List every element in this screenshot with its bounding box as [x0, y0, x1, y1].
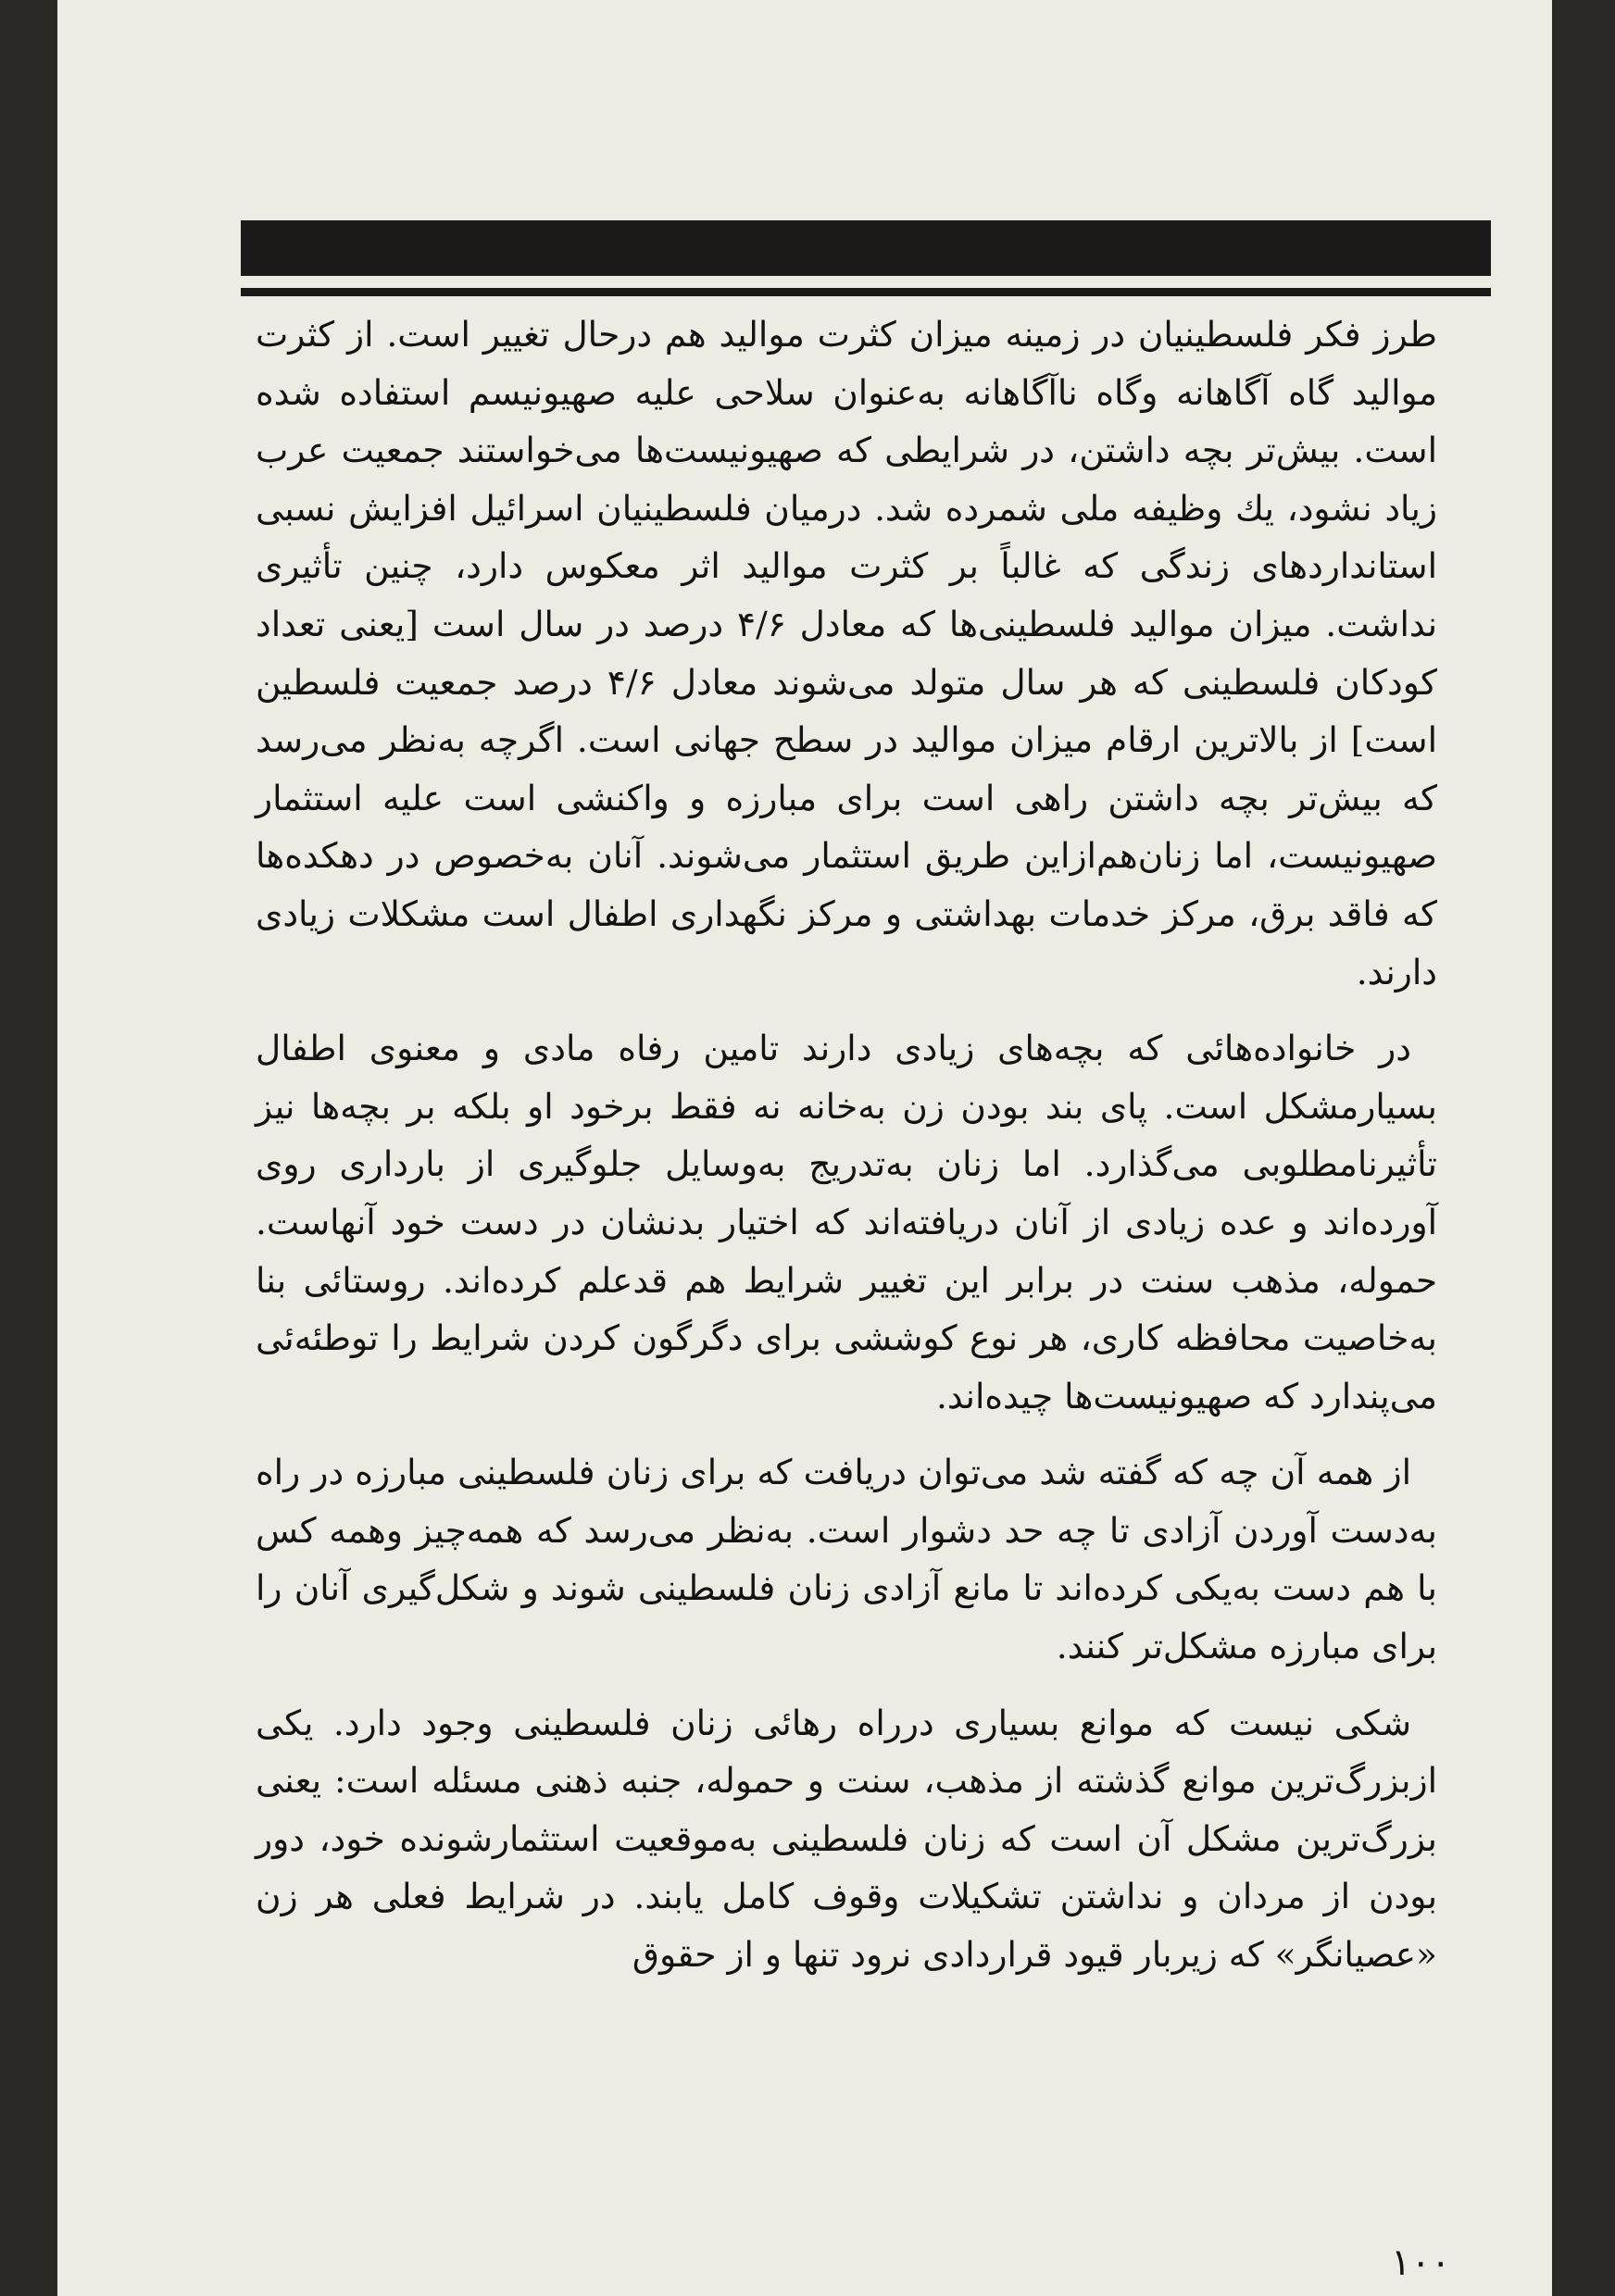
header-bar [241, 220, 1491, 276]
paragraph-2: در خانواده‌هائی که بچه‌های زیادی دارند تامین رفاه مادی و معنوی اطفال بسیارمشکل است. پای بند بودن زن به‌خانه نه فقط برخود او بلکه بر بچه‌ها نیز تأثیرنامطلوبی می‌گذارد. اما زنان به‌تدریج به‌وسایل جلوگیری از بارداری روی آورده‌اند و عده زیادی از آنان دریافته‌اند که اختیار بدنشان در دست خود آنهاست. حموله، مذهب سنت در برابر این تغییر شرایط هم قدعلم کرده‌اند. روستائی بنا به‌خاصیت محافظه کاری، هر نوع کوششی برای دگرگون کردن شرایط را توطئه‌ئی می‌پندارد که صهیونیست‌ها چیده‌اند. [256, 1028, 1437, 1416]
page-number: ۱۰۰ [1391, 2241, 1451, 2284]
header-rule [241, 288, 1491, 296]
paragraph-1: طرز فکر فلسطینیان در زمینه میزان کثرت موالید هم درحال تغییر است. از کثرت موالید گاه آگاهانه وگاه ناآگاهانه به‌عنوان سلاحی علیه صهیونیسم استفاده شده است. بیش‌تر بچه داشتن، در شرایطی که صهیونیست‌ها می‌خواستند جمعیت عرب زیاد نشود، یك وظیفه ملی شمرده شد. درمیان فلسطینیان اسرائیل افزایش نسبی استانداردهای زندگی که غالباً بر کثرت موالید اثر معکوس دارد، چنین تأثیری نداشت. میزان موالید فلسطینی‌ها که معادل ۴/۶ درصد در سال است [یعنی تعداد کودکان فلسطینی که هر سال متولد می‌شوند معادل ۴/۶ درصد جمعیت فلسطین است] از بالاترین ارقام میزان موالید در سطح جهانی است. اگرچه به‌نظر می‌رسد که بیش‌تر بچه داشتن راهی است برای مبارزه و واکنشی است علیه استثمار صهیونیست، اما زنان‌هم‌ازاین طریق استثمار می‌شوند. آنان به‌خصوص در دهکده‌ها که فاقد برق، مرکز خدمات بهداشتی و مرکز نگهداری اطفال است مشکلات زیادی دارند. [256, 314, 1438, 992]
paragraph-4: شکی نیست که موانع بسیاری درراه رهائی زنان فلسطینی وجود دارد. یکی ازبزرگ‌ترین موانع گذشته از مذهب، سنت و حموله، جنبه ذهنی مسئله است: یعنی بزرگ‌ترین مشکل آن است که زنان فلسطینی به‌موقعیت استثمارشونده خود، دور بودن از مردان و نداشتن تشکیلات وقوف کامل یابند. در شرایط فعلی هر زن «عصیانگر» که زیربار قیود قراردادی نرود تنها و از حقوق [256, 1702, 1437, 1976]
book-page [57, 0, 1552, 2296]
body-text [256, 306, 1437, 2003]
paragraph-3: از همه آن چه که گفته شد می‌توان دریافت که برای زنان فلسطینی مبارزه در راه به‌دست آوردن آزادی تا چه حد دشوار است. به‌نظر می‌رسد که همه‌چیز وهمه کس با هم دست به‌یکی کرده‌اند تا مانع آزادی زنان فلسطینی شوند و شکل‌گیری آنان را برای مبارزه مشکل‌تر کنند. [256, 1452, 1437, 1667]
